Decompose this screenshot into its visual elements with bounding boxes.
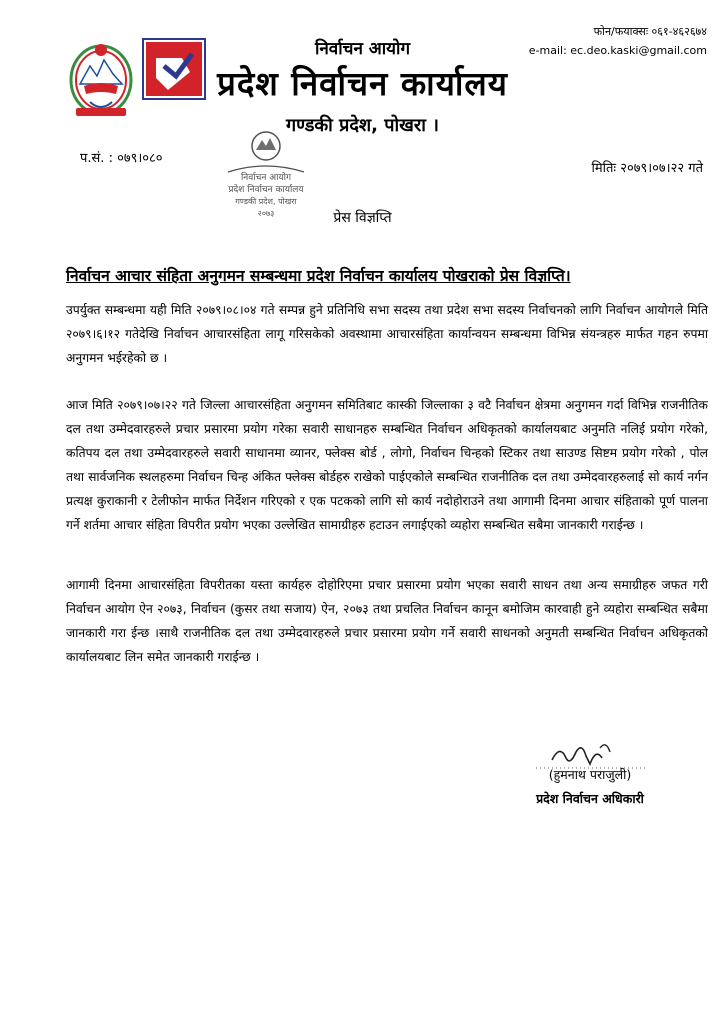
reference-number: प.सं. : ०७९।०८० [80, 151, 163, 166]
body-paragraph-2: आज मिति २०७९।०७।२२ गते जिल्ला आचारसंहिता अनुगमन समितिबाट कास्की जिल्लाका ३ वटै निर्वाचन क्षेत्रमा अनुगमन गर्दा विभिन्न राजनीतिक दल तथा उम्मेदवारहरुले प्रचार प्रसारमा प्रयोग गरेका सवारी साधानहरु सम्बन्धित निर्वाचन अधिकृतको कार्यालयबाट अनुमति नलिई प्रयोग गरेको, कतिपय दल तथा उम्मेदवारहरुले सवारी साधानमा व्यानर, फ्लेक्स बोर्ड , लोगो, निर्वाचन चिन्हको स्टिकर तथा साउण्ड सिष्टम प्रयोग गरेको , पोल तथा सार्वजनिक स्थलहरुमा निर्वाचन चिन्ह अंकित फ्लेक्स बोर्डहरु राखेको पाईएकोले सम्बन्धित राजनीतिक दल तथा उम्मेदवारहरुलाई सो कार्य नर्गन प्रत्यक्ष कुराकानी र टेलीफोन मार्फत निर्देशन गरिएको र एक पटकको लागि सो कार्य नदोहोराउने तथा आगामी दिनमा आचार संहिताको पूर्ण पालना गर्ने शर्तमा आचार संहिता विपरीत प्रयोग भएका उल्लेखित सामाग्रीहरु हटाउन लगाईएको व्यहोरा सम्बन्धित सबैमा जानकारी गराईन्छ । [66, 398, 708, 532]
signer-title: प्रदेश निर्वाचन अधिकारी [536, 791, 644, 806]
body-paragraph-3: आगामी दिनमा आचारसंहिता विपरीतका यस्ता कार्यहरु दोहोरिएमा प्रचार प्रसारमा प्रयोग भएका सवारी साधन तथा अन्य समाग्रीहरु जफत गरी निर्वाचन आयोग ऐन २०७३, निर्वाचन (कुसर तथा सजाय) ऐन, २०७३ तथा प्रचलित निर्वाचन कानून बमोजिम कारवाही हुने व्यहोरा सम्बन्धित सबैमा जानकारी गरा ईन्छ ।साथै राजनीतिक दल तथा उम्मेदवारहरुले प्रचार प्रसारमा प्रयोग गर्ने सवारी साधनको अनुमती सम्बन्धित निर्वाचन अधिकृतको कार्यालयबाट लिन समेत जानकारी गराईन्छ । [66, 578, 708, 664]
svg-text:निर्वाचन आयोग: निर्वाचन आयोग [240, 173, 292, 183]
subject-line: निर्वाचन आचार संहिता अनुगमन सम्बन्धमा प्रदेश निर्वाचन कार्यालय पोखराको प्रेस विज्ञप्ति। [66, 267, 571, 285]
svg-text:२०७३: २०७३ [257, 209, 275, 218]
press-release-heading: प्रेस विज्ञप्ति [333, 210, 392, 226]
svg-text:गण्डकी प्रदेश, पोखरा: गण्डकी प्रदेश, पोखरा [235, 197, 297, 206]
body-paragraph-1: उपर्युक्त सम्बन्धमा यही मिति २०७९।०८।०४ गते सम्पन्न हुने प्रतिनिधि सभा सदस्य तथा प्रदेश सभा सदस्य निर्वाचनको लागि निर्वाचन आयोगले मिति २०७९।६।१२ गतेदेखि निर्वाचन आचारसंहिता लागू गरिसकेको अवस्थामा आचारसंहिता कार्यान्वयन सम्बन्धमा विभिन्न संयन्त्रहरु मार्फत गहन रुपमा अनुगमन भईरहेको छ । [66, 303, 708, 365]
office-location: गण्डकी प्रदेश, पोखरा । [286, 115, 439, 136]
contact-phone: फोन/फयाक्सः ०६१-४६२६७४ [593, 25, 707, 38]
office-name: प्रदेश निर्वाचन कार्यालय [217, 64, 508, 103]
contact-email: e-mail: ec.deo.kaski@gmail.com [528, 44, 707, 57]
svg-text:प्रदेश निर्वाचन कार्यालय: प्रदेश निर्वाचन कार्यालय [228, 185, 304, 195]
issue-date: मितिः २०७९।०७।२२ गते [591, 161, 703, 176]
signer-name: (हुमनाथ पराजुली) [548, 767, 632, 782]
org-name: निर्वाचन आयोग [314, 39, 411, 59]
